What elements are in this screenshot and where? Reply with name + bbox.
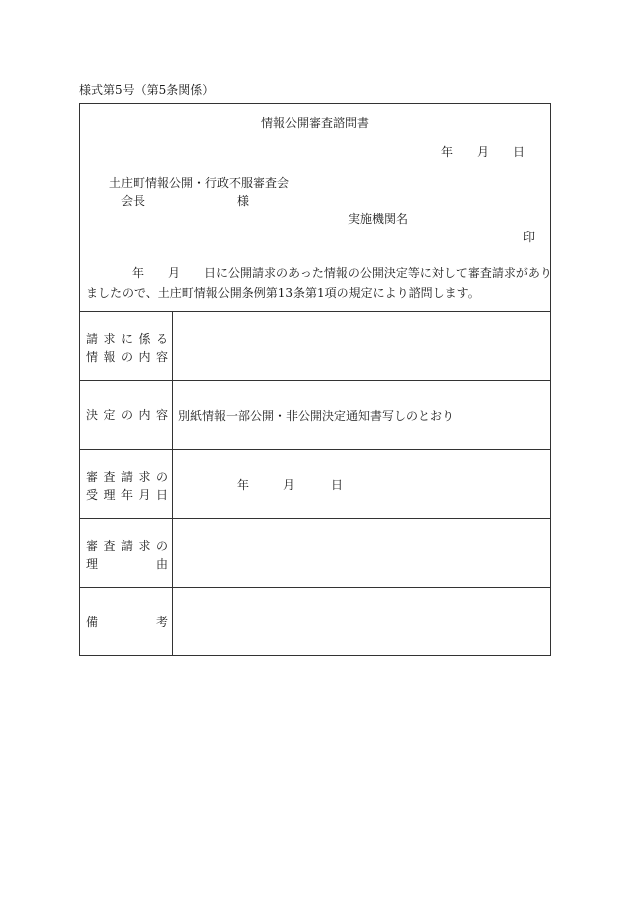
date-year: 年 <box>441 145 454 159</box>
label-decision: 決 定 の 内 容 <box>86 408 168 422</box>
addressee-honorific: 様 <box>237 194 250 208</box>
addressee-org: 土庄町情報公開・行政不服審査会 <box>109 176 290 190</box>
receipt-day: 日 <box>331 478 344 492</box>
document-title: 情報公開審査諮問書 <box>260 116 369 130</box>
seal-mark: 印 <box>523 230 536 244</box>
row-divider <box>80 587 550 588</box>
date-day: 日 <box>513 145 526 159</box>
label-reason: 審 査 請 求 の 理 由 <box>86 539 168 571</box>
body-month: 月 <box>168 266 181 280</box>
row-divider <box>80 449 550 450</box>
label-remarks: 備 考 <box>86 615 168 629</box>
addressee-chair: 会長 <box>121 194 146 208</box>
receipt-month: 月 <box>283 478 296 492</box>
value-decision: 別紙情報一部公開・非公開決定通知書写しのとおり <box>178 409 455 423</box>
label-requested-info: 請 求 に 係 る 情 報 の 内 容 <box>86 332 168 364</box>
sender-org: 実施機関名 <box>348 212 409 226</box>
body-year: 年 <box>132 266 145 280</box>
body-line1: 日に公開請求のあった情報の公開決定等に対して審査請求があり <box>204 266 552 280</box>
date-month: 月 <box>477 145 490 159</box>
table-top-border <box>80 311 550 312</box>
label-receipt-date: 審 査 請 求 の 受 理 年 月 日 <box>86 470 168 502</box>
column-divider <box>172 311 173 656</box>
receipt-year: 年 <box>237 478 250 492</box>
body-line2: ましたので、土庄町情報公開条例第13条第1項の規定により諮問します。 <box>86 286 480 300</box>
form-number-label: 様式第5号（第5条関係） <box>79 83 215 97</box>
row-divider <box>80 380 550 381</box>
form-frame <box>79 103 551 656</box>
row-divider <box>80 518 550 519</box>
